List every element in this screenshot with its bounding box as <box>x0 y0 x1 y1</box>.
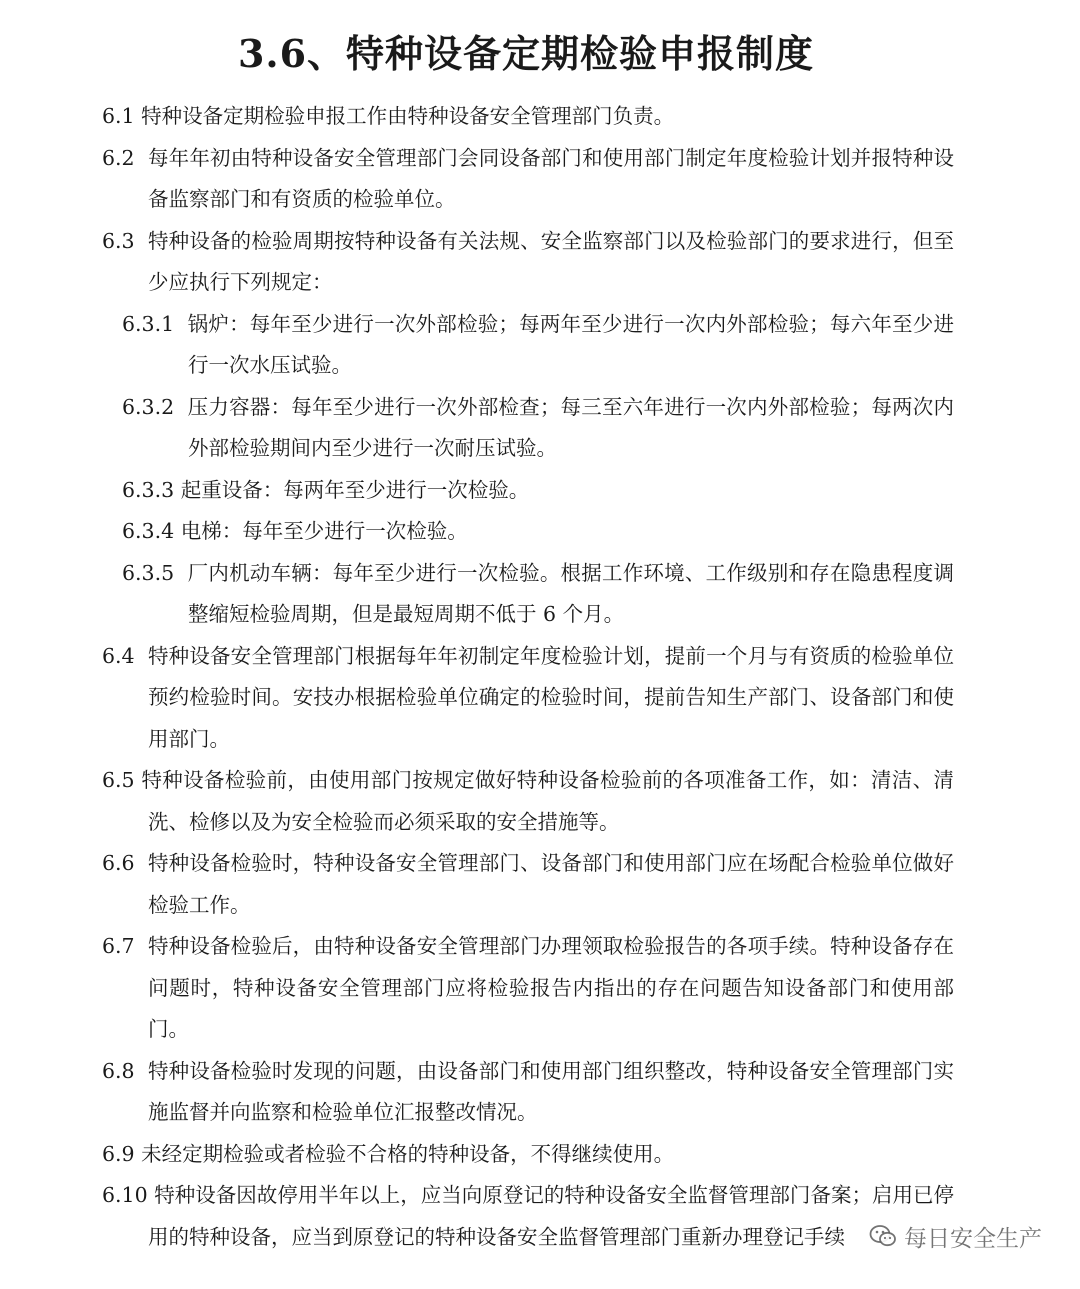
clause-6-1 <box>102 96 954 138</box>
clause-number: 6.3.2 <box>122 394 175 419</box>
clause-text: 锅炉：每年至少进行一次外部检验；每两年至少进行一次内外部检验；每六年至少进行一次水压试验。 <box>187 311 954 377</box>
clause-text: 特种设备的检验周期按特种设备有关法规、安全监察部门以及检验部门的要求进行，但至少应执行下列规定： <box>147 228 954 294</box>
wechat-icon <box>868 1221 898 1251</box>
clause-6-7 <box>102 926 954 1051</box>
clause-number: 6.3.3 <box>122 477 175 502</box>
clause-6-8 <box>102 1051 954 1134</box>
clause-text: 厂内机动车辆：每年至少进行一次检验。根据工作环境、工作级别和存在隐患程度调整缩短检验周期，但是最短周期不低于 6 个月。 <box>187 560 954 626</box>
clause-text: 特种设备检验时发现的问题，由设备部门和使用部门组织整改，特种设备安全管理部门实施监督并向监察和检验单位汇报整改情况。 <box>147 1058 954 1124</box>
clause-number: 6.1 <box>102 104 135 128</box>
clause-number: 6.5 <box>102 768 135 792</box>
clause-6-5 <box>102 760 954 843</box>
clause-number: 6.4 <box>102 643 135 668</box>
clause-number: 6.3.4 <box>122 519 175 543</box>
clause-6-6 <box>102 843 954 926</box>
clause-6-4 <box>102 636 954 761</box>
clause-6-3-2 <box>122 387 954 470</box>
watermark-text: 每日安全生产 <box>904 1225 1042 1252</box>
account-watermark <box>864 1216 1046 1256</box>
clause-6-3-1 <box>122 304 954 387</box>
clause-number: 6.3.1 <box>122 311 175 336</box>
clause-text: 电梯：每年至少进行一次检验。 <box>180 519 468 543</box>
clause-number: 6.3.5 <box>122 560 175 585</box>
clause-6-10 <box>102 1175 954 1258</box>
clause-text: 特种设备检验后，由特种设备安全管理部门办理领取检验报告的各项手续。特种设备存在问题时，特种设备安全管理部门应将检验报告内指出的存在问题告知设备部门和使用部门。 <box>147 934 954 1041</box>
clause-6-3 <box>102 221 954 304</box>
clause-6-3-5 <box>122 553 954 636</box>
clause-text: 未经定期检验或者检验不合格的特种设备，不得继续使用。 <box>141 1141 675 1166</box>
clause-text: 每年年初由特种设备安全管理部门会同设备部门和使用部门制定年度检验计划并报特种设备监察部门和有资质的检验单位。 <box>147 145 954 211</box>
clause-text: 特种设备定期检验申报工作由特种设备安全管理部门负责。 <box>141 104 675 128</box>
document-body <box>102 96 954 1258</box>
clause-number: 6.9 <box>102 1141 135 1166</box>
clause-number: 6.8 <box>102 1058 135 1083</box>
clause-number: 6.3 <box>102 228 135 253</box>
clause-text: 特种设备检验前，由使用部门按规定做好特种设备检验前的各项准备工作，如：清洁、清洗、检修以及为安全检验而必须采取的安全措施等。 <box>141 768 954 834</box>
clause-6-3-3 <box>122 470 954 512</box>
clause-6-9 <box>102 1134 954 1176</box>
clause-6-2 <box>102 138 954 221</box>
clause-6-3-4 <box>122 511 954 553</box>
clause-text: 压力容器：每年至少进行一次外部检查；每三至六年进行一次内外部检验；每两次内外部检验期间内至少进行一次耐压试验。 <box>187 394 954 460</box>
clause-text: 特种设备安全管理部门根据每年年初制定年度检验计划，提前一个月与有资质的检验单位预约检验时间。安技办根据检验单位确定的检验时间，提前告知生产部门、设备部门和使用部门。 <box>147 643 954 751</box>
clause-text: 起重设备：每两年至少进行一次检验。 <box>180 477 530 502</box>
clause-text: 特种设备因故停用半年以上，应当向原登记的特种设备安全监督管理部门备案；启用已停用的特种设备，应当到原登记的特种设备安全监督管理部门重新办理登记手续 <box>148 1183 954 1249</box>
clause-number: 6.7 <box>102 934 135 958</box>
clause-number: 6.10 <box>102 1183 148 1207</box>
clause-number: 6.6 <box>102 851 135 875</box>
clause-text: 特种设备检验时，特种设备安全管理部门、设备部门和使用部门应在场配合检验单位做好检验工作。 <box>147 851 954 917</box>
document-title: 3.6、特种设备定期检验申报制度 <box>237 31 815 76</box>
clause-number: 6.2 <box>102 145 135 170</box>
